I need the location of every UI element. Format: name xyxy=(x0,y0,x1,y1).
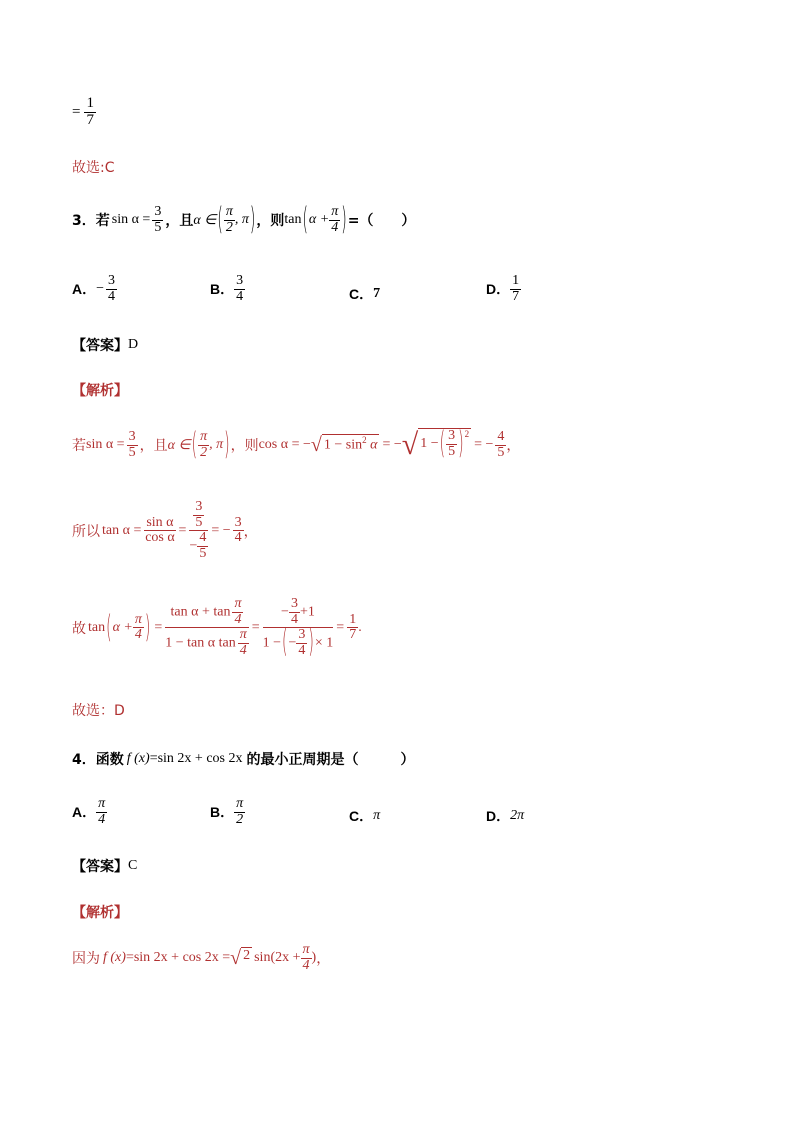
analysis-line-2: 所以 tan α = $\frac{\text{sin α}}{\text{cos α}}$ = $\frac{3}{5}$ − $\frac{4}{5}$ = − $\frac{3}{4}$ ， xyxy=(72,499,258,562)
fraction: $\frac{\text{sin α}}{\text{cos α}}$ xyxy=(145,514,175,546)
question-number: 3．若 xyxy=(72,213,110,230)
answer-3: 【答案】 D xyxy=(72,337,139,354)
answer-4: 【答案】 C xyxy=(72,858,138,875)
fraction: $\frac{1}{7}$ xyxy=(86,95,94,128)
option-a[interactable]: A． $\frac{\pi}{4}$ xyxy=(72,796,106,827)
option-b[interactable]: B． $\frac{\pi}{2}$ xyxy=(210,796,244,827)
analysis-line-4: 因为 f (x) =sin 2x + cos 2x = √ 2 sin(2x + $\frac{\pi}{4}$ ) ， xyxy=(72,942,331,973)
choose-3: 故选：D xyxy=(72,703,125,719)
question-number: 4．函数 xyxy=(72,752,124,768)
fraction: $\frac{\pi}{2}$ xyxy=(200,428,208,460)
prev-result: = $\frac{1}{7}$ xyxy=(72,95,94,128)
compound-fraction: tan α + tan $\frac{\pi}{4}$ 1 − tan α tan $\frac{\pi}{4}$ xyxy=(165,596,247,659)
analysis-label-4: 【解析】 xyxy=(72,905,128,921)
sqrt: √ $1 - \sin^2 \alpha$ xyxy=(310,433,378,456)
fraction: $\frac{\pi}{4}$ xyxy=(331,204,339,235)
fraction: $\frac{3}{4}$ xyxy=(108,273,116,304)
compound-fraction: − $\frac{3}{4}$ +1 1 −(− $\frac{3}{4}$ )× 1 xyxy=(262,596,334,660)
fraction: $\frac{3}{5}$ xyxy=(154,204,162,235)
analysis-line-1: 若 sin α = $\frac{3}{5}$ ，且 α ∈ ( $\frac{\pi}{2}$ , π ) ，则 cos α = − √ $1 - \sin^2 \alpha$ = − √ 1 − ( $\frac{3}{5}$ ) $^2$ = − $\frac{4}{5}$ ， xyxy=(72,426,521,463)
fraction: $\frac{3}{4}$ xyxy=(234,514,242,546)
option-d[interactable]: D． 2π xyxy=(486,808,525,824)
option-d[interactable]: D． $\frac{1}{7}$ xyxy=(486,273,520,304)
fraction: $\frac{4}{5}$ xyxy=(497,428,505,460)
fraction: $\frac{\pi}{4}$ xyxy=(98,796,106,827)
question-3: 3．若 sin α = $\frac{3}{5}$ ，且 α ∈ ( $\frac{\pi}{2}$ , π ) ，则 tan ( α + $\frac{\pi}{4}$ ) =（ ） xyxy=(72,202,416,238)
compound-fraction: $\frac{3}{5}$ − $\frac{4}{5}$ xyxy=(189,499,207,562)
fraction: $\frac{\pi}{2}$ xyxy=(236,796,244,827)
fraction: $\frac{3}{5}$ xyxy=(128,428,136,460)
prev-choose: 故选:C xyxy=(72,160,115,176)
fraction: $\frac{1}{7}$ xyxy=(349,611,357,643)
sqrt: √ 1 − ( $\frac{3}{5}$ ) $^2$ xyxy=(401,426,470,462)
fraction: $\frac{\pi}{4}$ xyxy=(302,942,310,973)
fraction: $\frac{1}{7}$ xyxy=(512,273,520,304)
fraction: $\frac{3}{4}$ xyxy=(236,273,244,304)
option-b[interactable]: B． $\frac{3}{4}$ xyxy=(210,273,244,304)
option-c[interactable]: C． 7 xyxy=(349,286,381,302)
option-a[interactable]: A． − $\frac{3}{4}$ xyxy=(72,273,116,304)
sqrt: √ 2 xyxy=(230,946,251,969)
analysis-line-3: 故 tan ( α + $\frac{\pi}{4}$ ) = tan α + tan $\frac{\pi}{4}$ 1 − tan α tan $\frac{\pi}{4}$ = − $\frac{3}{4}$ +1 1 −(− $\frac{3}{4}$ )× 1 = $\frac{1}{7}$ . xyxy=(72,596,362,660)
fraction: $\frac{\pi}{2}$ xyxy=(225,204,233,235)
question-4: 4．函数 f (x) =sin 2x + cos 2x 的最小正周期是（ ） xyxy=(72,751,415,768)
option-c[interactable]: C． π xyxy=(349,808,381,824)
fraction: $\frac{\pi}{4}$ xyxy=(134,611,142,643)
analysis-label-3: 【解析】 xyxy=(72,383,128,399)
